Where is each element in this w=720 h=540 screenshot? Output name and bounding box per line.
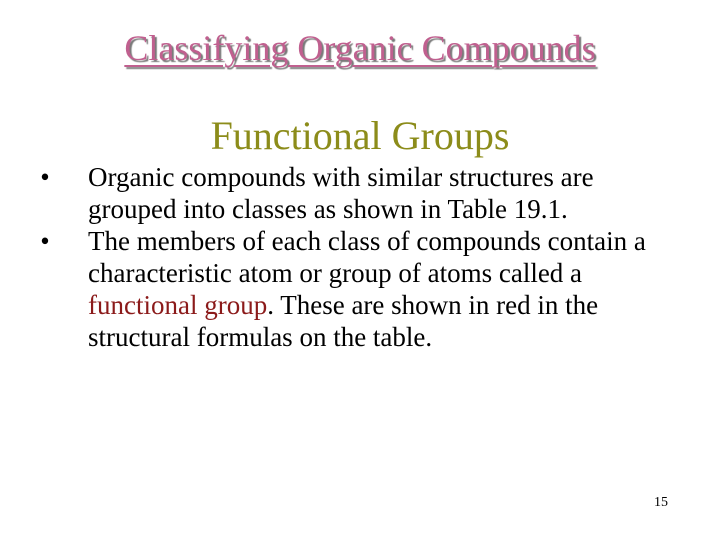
- bullet-marker: •: [40, 162, 50, 192]
- bullet-marker: •: [40, 226, 50, 256]
- bullet-item: [30, 225, 680, 353]
- page-number: 15: [654, 495, 668, 510]
- slide-title: Classifying Organic Compounds: [124, 28, 596, 68]
- bullet-text-end: . These are shown in red in the structural formulas on the table.: [88, 290, 599, 352]
- bullet-item: [30, 161, 680, 225]
- bullet-text: Organic compounds with similar structures are grouped into classes as shown in Table 19.1.: [88, 162, 594, 224]
- slide-subtitle: Functional Groups: [210, 113, 510, 158]
- bullet-text-start: The members of each class of compounds contain a characteristic atom or group of atoms called a: [88, 226, 646, 288]
- bullet-list: [30, 161, 680, 353]
- functional-group-term: functional group: [88, 290, 268, 320]
